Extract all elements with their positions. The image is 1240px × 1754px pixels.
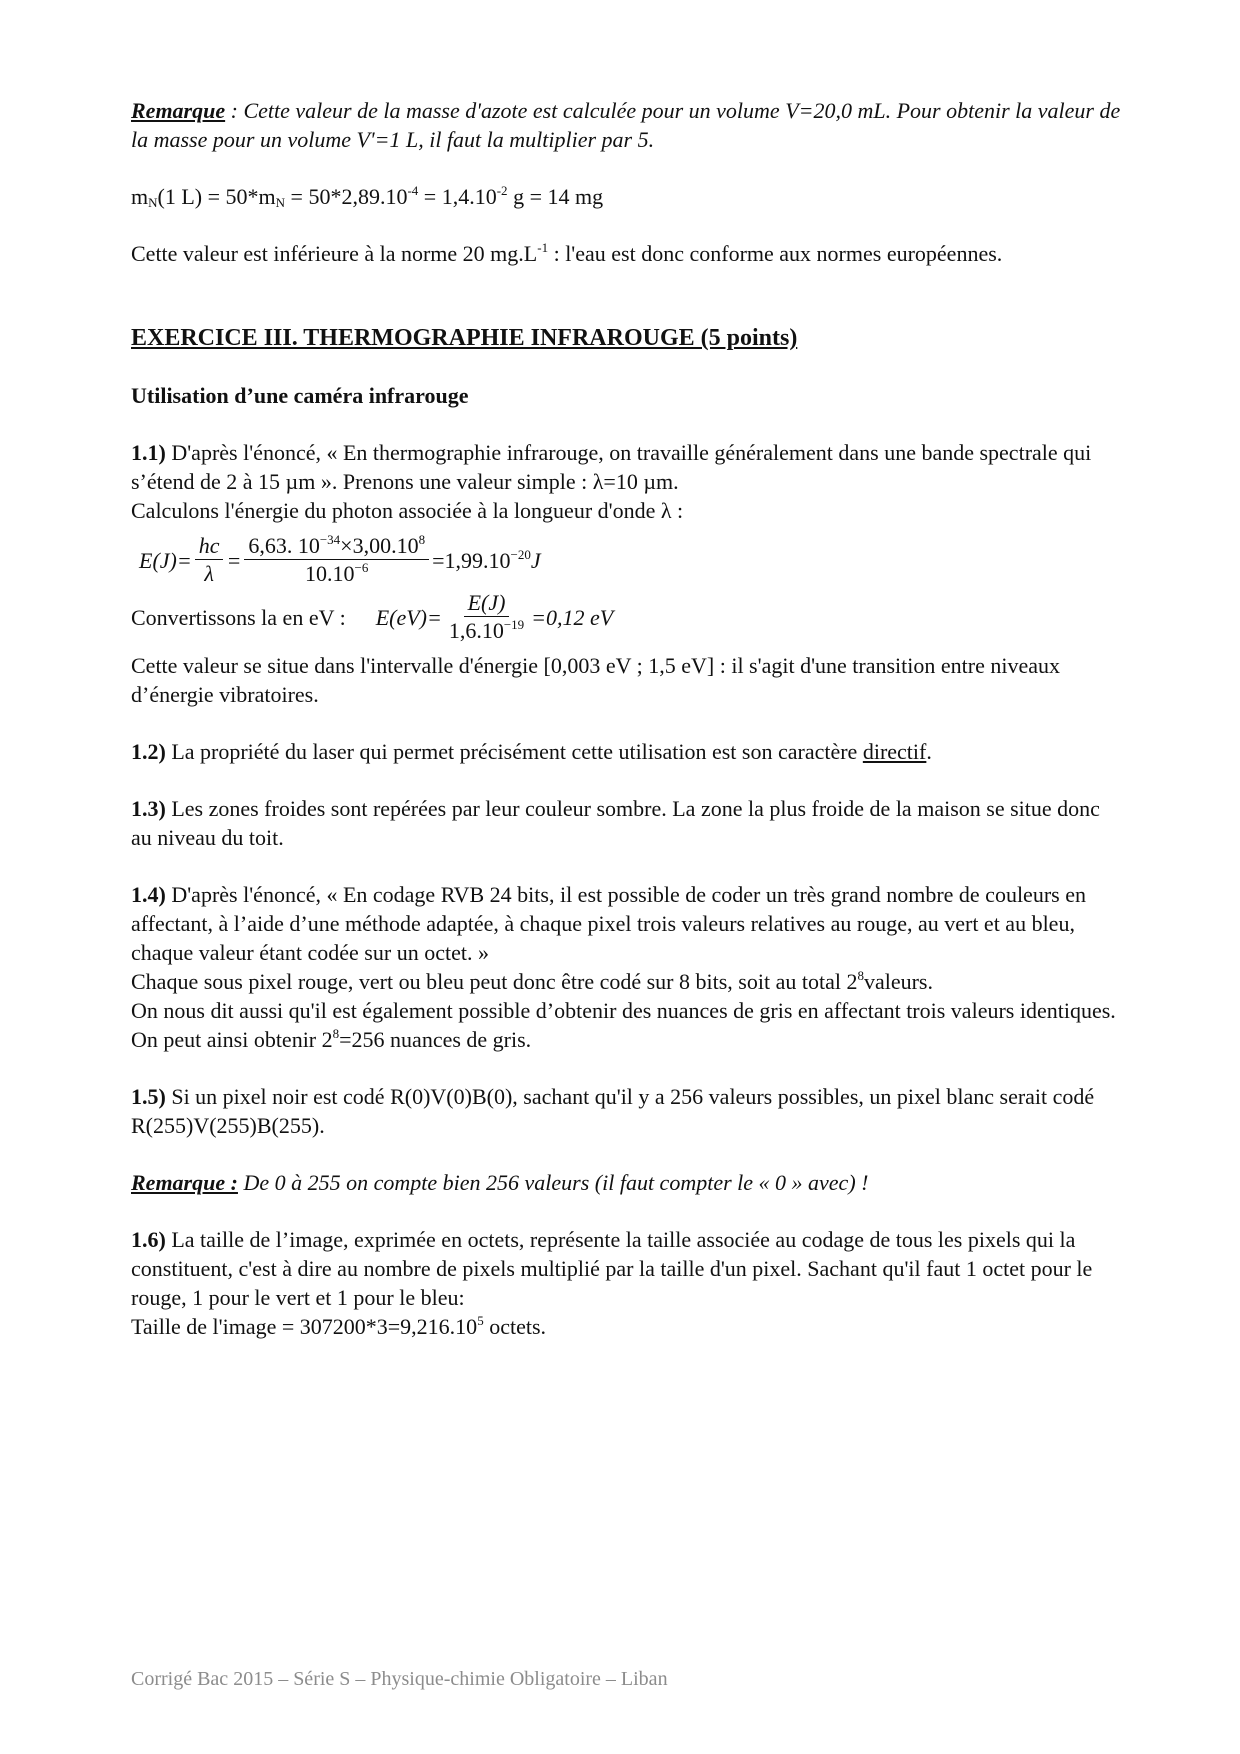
remarque-paragraph-1 — [131, 96, 1121, 154]
mass-subscript-1: N — [148, 195, 158, 210]
question-text: Les zones froides sont repérées par leur couleur sombre. La zone la plus froide de la maison se situe donc au niveau du toit. — [131, 796, 1100, 850]
question-text-line2: Taille de l'image = 307200*3=9,216.10 — [131, 1314, 478, 1339]
document-page — [131, 96, 1121, 1341]
question-number: 1.2) — [131, 739, 166, 764]
question-text-line2-end: valeurs. — [863, 969, 933, 994]
question-text-line2: Calculons l'énergie du photon associée à la longueur d'onde λ : — [131, 498, 684, 523]
question-number: 1.5) — [131, 1084, 166, 1109]
conversion-rhs: =0,12 eV — [531, 605, 614, 630]
denominator-exponent: −6 — [354, 560, 369, 575]
question-1-5 — [131, 1082, 1121, 1140]
question-1-3 — [131, 794, 1121, 852]
mass-calculation — [131, 182, 1121, 211]
numerator-part-b: ×3,00.10 — [340, 533, 419, 558]
equation-lhs: E(J)= — [139, 548, 192, 573]
question-1-1 — [131, 438, 1121, 525]
mass-symbol: m — [131, 184, 149, 209]
mass-text-2: = 50*2,89.10 — [285, 184, 408, 209]
question-text: D'après l'énoncé, « En codage RVB 24 bits, il est possible de coder un très grand nombre de couleurs en affectant, à l’aide d’une méthode adaptée, à chaque pixel trois valeurs relatives au rouge, au vert et au bleu, chaque valeur étant codée sur un octet. » — [131, 882, 1086, 965]
fraction-denominator: λ — [204, 561, 214, 586]
conclusion-text-2: : l'eau est donc conforme aux normes européennes. — [548, 241, 1003, 266]
rhs-unit: J — [530, 548, 541, 573]
page-footer: Corrigé Bac 2015 – Série S – Physique-chimie Obligatoire – Liban — [131, 1668, 668, 1690]
conversion-fraction — [445, 590, 528, 645]
conversion-equation — [376, 590, 614, 645]
question-text: D'après l'énoncé, « En thermographie infrarouge, on travaille généralement dans une bande spectrale qui s’étend de 2 à 15 µm ». Prenons une valeur simple : λ=10 µm. — [131, 440, 1092, 494]
question-end: . — [926, 739, 932, 764]
question-text: Si un pixel noir est codé R(0)V(0)B(0), sachant qu'il y a 256 valeurs possibles, un pixel blanc serait codé R(255)V(255)B(255). — [131, 1084, 1095, 1138]
underlined-word: directif — [862, 739, 927, 764]
denominator-part: 1,6.10 — [448, 618, 504, 643]
question-text-line3: On nous dit aussi qu'il est également possible d’obtenir des nuances de gris en affectant trois valeurs identiques. On peut ainsi obtenir 2 — [131, 998, 1116, 1052]
remarque-label-2: Remarque : — [131, 1170, 238, 1195]
conversion-lhs: E(eV)= — [375, 605, 442, 630]
question-text: La taille de l’image, exprimée en octets, représente la taille associée au codage de tous les pixels qui la constituent, c'est à dire au nombre de pixels multiplié par la taille d'un pixel. Sachant qu'il faut 1 octet pour le rouge, 1 pour le vert et 1 pour le bleu: — [131, 1227, 1093, 1310]
exponent: 8 — [332, 1026, 340, 1041]
rhs-value: =1,99.10 — [432, 548, 511, 573]
fraction-numerator — [244, 533, 429, 560]
question-text: La propriété du laser qui permet précisément cette utilisation est son caractère — [165, 739, 863, 764]
exercise-title: EXERCICE III. THERMOGRAPHIE INFRAROUGE (5 points) — [131, 325, 798, 351]
mass-exponent-1: -4 — [407, 183, 419, 198]
question-1-2 — [131, 737, 1121, 766]
fraction-numerator: E(J) — [464, 590, 510, 617]
interval-paragraph: Cette valeur se situe dans l'intervalle d'énergie [0,003 eV ; 1,5 eV] : il s'agit d'une transition entre niveaux d’énergie vibratoires. — [131, 653, 1061, 707]
equals-sign: = — [226, 548, 242, 573]
question-1-6 — [131, 1225, 1121, 1341]
fraction-hc-lambda — [195, 533, 224, 588]
conversion-line — [131, 590, 1121, 645]
fraction-numeric — [244, 533, 429, 588]
remarque-text-2: De 0 à 255 on compte bien 256 valeurs (il faut compter le « 0 » avec) ! — [237, 1170, 869, 1195]
question-text-line3-end: =256 nuances de gris. — [339, 1027, 532, 1052]
conclusion-exponent: -1 — [537, 240, 549, 255]
energy-equation — [139, 533, 1121, 588]
section-subtitle: Utilisation d’une caméra infrarouge — [131, 383, 469, 408]
rhs-exponent: −20 — [510, 547, 531, 562]
remarque-text-1: : Cette valeur de la masse d'azote est calculée pour un volume V=20,0 mL. Pour obtenir la valeur de la masse pour un volume V'=1 L, il faut la multiplier par 5. — [131, 98, 1121, 152]
question-text-line2: Chaque sous pixel rouge, vert ou bleu peut donc être codé sur 8 bits, soit au total 2 — [131, 969, 858, 994]
mass-exponent-2: -2 — [496, 183, 508, 198]
numerator-exponent-1: −34 — [319, 532, 341, 547]
question-number: 1.4) — [131, 882, 166, 907]
exponent: 8 — [857, 968, 864, 983]
question-number: 1.6) — [131, 1227, 166, 1252]
equation-rhs — [432, 546, 531, 575]
denominator-exponent: −19 — [503, 617, 525, 632]
mass-text-4: g = 14 mg — [507, 184, 604, 209]
question-number: 1.1) — [131, 440, 166, 465]
fraction-denominator — [445, 617, 528, 645]
question-number: 1.3) — [131, 796, 166, 821]
mass-subscript-2: N — [275, 195, 286, 210]
fraction-denominator — [301, 560, 372, 588]
numerator-part-a: 6,63. 10 — [248, 533, 320, 558]
conversion-label: Convertissons la en eV : — [131, 605, 346, 630]
conclusion-paragraph — [131, 239, 1121, 268]
denominator-part: 10.10 — [305, 561, 355, 586]
remarque-label-1: Remarque — [131, 98, 226, 123]
numerator-exponent-2: 8 — [418, 532, 426, 547]
question-1-4 — [131, 880, 1121, 1054]
exponent: 5 — [477, 1313, 484, 1328]
conclusion-text-1: Cette valeur est inférieure à la norme 20 mg.L — [131, 241, 538, 266]
mass-text-3: = 1,4.10 — [418, 184, 497, 209]
question-text-line2-end: octets. — [483, 1314, 547, 1339]
fraction-numerator: hc — [195, 533, 224, 560]
mass-text-1: (1 L) = 50*m — [157, 184, 276, 209]
remarque-paragraph-2 — [131, 1168, 1121, 1197]
